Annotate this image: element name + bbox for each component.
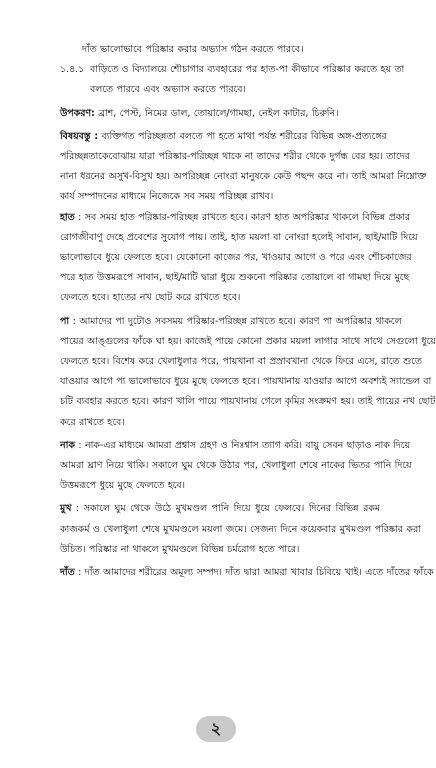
paragraph-line: পরে হাত উত্তমরূপে সাবান, ছাই/মাটি দ্বারা ধুয়ে শুকনো পরিষ্কার তোয়ালে বা গামছা দিয়ে মুছে (60, 272, 410, 284)
objective-item (60, 60, 405, 100)
content-label: বিষয়বস্তু : (60, 130, 99, 142)
hand-label: হাত (60, 211, 75, 223)
foot-label: পা (60, 315, 70, 327)
paragraph-line: করে রাখতে হবে। (60, 416, 125, 428)
paragraph-line: পায়ের আঙ্গুলের ফাঁকে ঘা হয়। কাজেই পায়ে কোনো প্রকার ময়লা লাগার সাথে সাথে সেগুলো ধুয়ে (60, 335, 436, 347)
paragraph-line: ভালোভাবে ধুয়ে ফেলতে হবে। যেকোনো কাজের পর, খাওয়ার আগে ও পরে এবং শৌচকাজের (60, 252, 412, 264)
materials-paragraph (60, 104, 380, 124)
paragraph-line: পা : আমাদের পা দুটোও সবসময় পরিষ্কার-পরিচ্ছন্ন রাখতে হবে। কারণ পা অপরিষ্কার থাকলে (60, 315, 402, 327)
paragraph-line: উত্তমরূপে ধুয়ে মুছে ফেলতে হবে। (60, 480, 185, 492)
materials-text: ব্রাশ, পেস্ট, নিমের ডাল, তোয়ালে/গামছা, নেইল কাটার, চিরুনি। (94, 107, 339, 119)
face-label: মুখ (60, 503, 72, 515)
document-body (60, 40, 436, 583)
nose-paragraph (60, 436, 412, 497)
paragraph-line: কার্য সম্পাদনের মাধ্যমে নিজেকে সব সময় পরিচ্ছন্ন রাখব। (60, 191, 274, 203)
intro-line: দাঁত ভালোভাবে পরিষ্কার করার অভ্যাস গঠন করতে পারবে। (82, 44, 304, 55)
paragraph-line: উচিত। পরিষ্কার না থাকলে মুখমণ্ডলে বিভিন্ন চর্মরোগ হতে পারে। (60, 543, 300, 555)
page-number: ২ (210, 718, 222, 738)
hand-paragraph (60, 208, 418, 309)
content-paragraph (60, 127, 427, 208)
paragraph-line: ফেলতে হবে। হাতের নখ ছোট করে রাখতে হবে। (60, 292, 241, 304)
materials-label: উপকরণ: (60, 107, 95, 119)
paragraph-line: পরিচ্ছন্নতাকেবোঝায় যারা পরিষ্কার-পরিচ্ছন্ন থাকে না তাদের শরীর থেকে দুর্গন্ধ বের হয়। তাদের (60, 151, 410, 163)
teeth-paragraph (60, 563, 434, 583)
objective-line: বাড়িতে ও বিদ্যালয়ে শৌচাগার ব্যবহারের পর হাত-পা কীভাবে পরিষ্কার করতে হয় তা (90, 64, 405, 76)
paragraph-line: বিষয়বস্তু : ব্যক্তিগত পরিচ্ছন্নতা বলতে পা হতে মাথা পর্যন্ত শরীরের বিভিন্ন অঙ্গ-প্রত্যঙ্গের (60, 130, 387, 142)
face-paragraph (60, 499, 421, 560)
paragraph-line: যাওয়ার আগে পা ভালোভাবে ধুয়ে মুছে ফেলতে হবে। পায়খানায় যাওয়ার আগে অবশ্যই স্যান্ডেল বা (60, 376, 432, 388)
nose-label: নাক (60, 439, 75, 451)
paragraph-line: নানা ধরনের অসুখ-বিসুখ হয়। অপরিচ্ছন্ন নোংরা মানুষকে কেউ পছন্দ করে না। তাই আমরা নিম্নোক্ত (60, 171, 427, 183)
paragraph-line: চটি ব্যবহার করতে হবে। কারণ খালি পায়ে পায়খানায় গেলে কৃমির সংক্রমণ হয়। তাই পায়ের নখ ছোট (60, 396, 436, 408)
paragraph-line: রোগজীবাণু দেহে প্রবেশের সুযোগ পায়। তাই, হাত ময়লা বা নোংরা হলেই সাবান, ছাই/মাটি দিয়ে (60, 231, 418, 243)
foot-paragraph (60, 312, 436, 433)
paragraph-line: ফেলতে হবে। বিশেষ করে খেলাধুলার পরে, পায়খানা বা প্রস্রাবখানা থেকে ফিরে এসে, রাতে শুতে (60, 356, 422, 368)
paragraph-line: দাঁত : দাঁত আমাদের শরীরের অমূল্য সম্পদ। দাঁত দ্বারা আমরা খাবার চিবিয়ে খাই। এতে দাঁতের ফাঁকে (60, 567, 434, 579)
page-number-badge (196, 716, 236, 742)
paragraph-line: কাজকর্ম ও খেলাধুলা শেষে মুখমণ্ডলে ময়লা জমে। সেজন্য দিনে কয়েকবার মুখমণ্ডল পরিষ্কার করা (60, 523, 421, 535)
objective-line: বলতে পারবে এবং অভ্যাস করতে পারবে। (90, 84, 246, 96)
paragraph-line: আমরা ঘ্রাণ নিয়ে থাকি। সকালে ঘুম থেকে উঠার পর, খেলাধুলা শেষে নাকের ভিতর পানি দিয়ে (60, 460, 412, 472)
paragraph-line: নাক : নাক-এর মাধ্যমে আমরা প্রশ্বাস গ্রহণ ও নিঃশ্বাস ত্যাগ করি। বায়ু সেবন ছাড়াও নাক দিয়ে (60, 439, 411, 451)
paragraph-line: হাত : সব সময় হাত পরিষ্কার-পরিচ্ছন্ন রাখতে হবে। কারণ হাত অপরিষ্কার থাকলে বিভিন্ন প্রকার (60, 211, 411, 223)
teeth-label: দাঁত (60, 567, 75, 579)
paragraph-line: মুখ : সকালে ঘুম থেকে উঠে মুখমণ্ডল পানি দিয়ে ধুয়ে ফেলবে। দিনের বিভিন্ন রকম (60, 503, 380, 515)
objective-number: ১.৪.১ (60, 64, 85, 76)
